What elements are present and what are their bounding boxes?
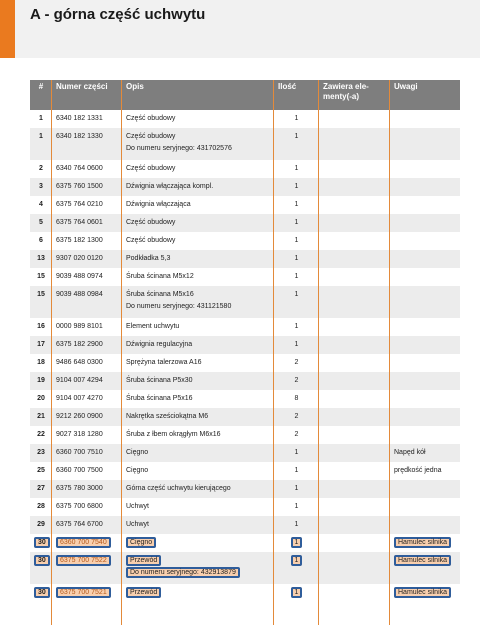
row-number-text: 20 [37,395,45,402]
quantity-text: 1 [294,323,299,330]
table-row [30,268,460,286]
part-number-cell [52,426,122,444]
row-number-text: 4 [39,201,43,208]
description-cell [122,110,274,128]
part-number-text: 6375 764 6700 [56,521,103,528]
notes-cell [390,426,460,444]
description-cell [122,160,274,178]
part-number-text: 9039 488 0974 [56,273,103,280]
notes-cell [390,318,460,336]
row-number-cell [30,552,52,584]
quantity-text: 1 [294,219,299,226]
table-body [30,110,460,602]
part-number-cell [52,178,122,196]
part-number-cell [52,354,122,372]
quantity-text: 1 [294,467,299,474]
notes-cell [390,408,460,426]
quantity-text: 1 [294,521,299,528]
description-cell [122,480,274,498]
description-text: Śruba ścinana M5x12 [126,273,194,280]
table-row [30,250,460,268]
notes-cell [390,390,460,408]
quantity-text: 1 [294,449,299,456]
notes-cell [390,178,460,196]
row-number-cell [30,534,52,552]
includes-cell [319,390,390,408]
part-number-cell [52,128,122,160]
quantity-cell [274,354,319,372]
quantity-cell [274,268,319,286]
row-number-cell [30,336,52,354]
row-number-text: 17 [37,341,45,348]
row-number-text: 22 [37,431,45,438]
row-number-cell [30,584,52,602]
quantity-cell [274,516,319,534]
quantity-text: 2 [294,359,299,366]
notes-text: Hamulec silnika [394,537,451,548]
description-cell [122,286,274,318]
row-number-text: 15 [37,273,45,280]
column-divider [51,80,52,625]
quantity-text: 2 [294,413,299,420]
quantity-text: 1 [294,201,299,208]
row-number-text: 23 [37,449,45,456]
description-cell [122,232,274,250]
table-row [30,110,460,128]
description-text: Podkładka 5,3 [126,255,171,262]
description-cell [122,372,274,390]
description-cell [122,498,274,516]
quantity-text: 1 [294,273,299,280]
includes-cell [319,552,390,584]
part-number-cell [52,444,122,462]
table-row [30,160,460,178]
part-number-cell [52,552,122,584]
row-number-text: 28 [37,503,45,510]
row-number-cell [30,268,52,286]
quantity-cell [274,286,319,318]
description-cell [122,214,274,232]
col-header-desc: Opis [126,82,144,91]
part-number-text: 6375 760 1500 [56,183,103,190]
row-number-cell [30,372,52,390]
part-number-cell [52,160,122,178]
quantity-cell [274,232,319,250]
row-number-text: 21 [37,413,45,420]
description-cell [122,444,274,462]
part-number-cell [52,462,122,480]
includes-cell [319,444,390,462]
serial-note-text: Do numeru seryjnego: 431121580 [126,303,232,310]
description-cell [122,268,274,286]
description-cell [122,462,274,480]
row-number-cell [30,110,52,128]
row-number-cell [30,516,52,534]
description-text: Sprężyna talerzowa A16 [126,359,202,366]
serial-note-text: Do numeru seryjnego: 432913879 [126,567,240,578]
includes-cell [319,160,390,178]
notes-cell [390,552,460,584]
part-number-text: 9027 318 1280 [56,431,103,438]
quantity-text: 1 [294,485,299,492]
row-number-cell [30,232,52,250]
row-number-text: 13 [37,255,45,262]
quantity-cell [274,196,319,214]
part-number-cell [52,232,122,250]
notes-cell [390,250,460,268]
includes-cell [319,318,390,336]
includes-cell [319,408,390,426]
includes-cell [319,196,390,214]
table-row [30,178,460,196]
quantity-cell [274,214,319,232]
description-text: Dźwignia włączająca kompl. [126,183,214,190]
table-row [30,336,460,354]
row-number-cell [30,444,52,462]
description-text: Uchwyt [126,521,149,528]
col-header-qty: Ilość [278,82,297,91]
column-divider [389,80,390,625]
col-header-includes: Zawiera ele-menty(-a) [323,82,369,101]
includes-cell [319,250,390,268]
description-cell [122,128,274,160]
includes-cell [319,232,390,250]
quantity-text: 8 [294,395,299,402]
quantity-text: 1 [294,291,299,298]
description-cell [122,534,274,552]
quantity-text: 1 [294,115,299,122]
quantity-text: 1 [294,133,299,140]
quantity-text: 1 [294,255,299,262]
part-number-text: 9039 488 0984 [56,291,103,298]
quantity-text: 1 [294,237,299,244]
quantity-cell [274,552,319,584]
part-number-cell [52,286,122,318]
row-number-cell [30,160,52,178]
table-row [30,372,460,390]
description-cell [122,250,274,268]
notes-cell [390,444,460,462]
includes-cell [319,480,390,498]
notes-text: Napęd kół [394,449,426,456]
description-text: Dźwignia włączająca [126,201,191,208]
quantity-text: 2 [294,377,299,384]
row-number-cell [30,196,52,214]
description-text: Uchwyt [126,503,149,510]
quantity-cell [274,160,319,178]
includes-cell [319,498,390,516]
table-row [30,552,460,584]
table-row [30,426,460,444]
description-text: Cięgno [126,449,149,456]
part-number-text: 6375 700 6800 [56,503,103,510]
table-row [30,196,460,214]
part-number-cell [52,196,122,214]
part-number-cell [52,480,122,498]
notes-cell [390,584,460,602]
notes-cell [390,336,460,354]
table-row [30,408,460,426]
column-divider [121,80,122,625]
part-number-text: 6375 780 3000 [56,485,103,492]
description-cell [122,354,274,372]
description-cell [122,318,274,336]
description-text: Część obudowy [126,115,176,122]
part-number-cell [52,408,122,426]
includes-cell [319,426,390,444]
quantity-text: 1 [294,503,299,510]
row-number-cell [30,480,52,498]
notes-cell [390,232,460,250]
description-text: Górna część uchwytu kierującego [126,485,231,492]
table-row [30,286,460,318]
notes-text: Hamulec silnika [394,587,451,598]
quantity-cell [274,534,319,552]
table-row [30,462,460,480]
description-cell [122,390,274,408]
part-number-cell [52,318,122,336]
quantity-text: 2 [294,431,299,438]
row-number-text: 2 [39,165,43,172]
notes-cell [390,214,460,232]
description-text: Część obudowy [126,219,176,226]
quantity-cell [274,408,319,426]
notes-text: Hamulec silnika [394,555,451,566]
notes-cell [390,462,460,480]
table-row [30,318,460,336]
part-number-text: 6360 700 7510 [56,449,103,456]
table-row [30,128,460,160]
description-text: Śruba ścinana M5x16 [126,291,194,298]
row-number-cell [30,426,52,444]
part-number-text: 9104 007 4294 [56,377,103,384]
notes-cell [390,372,460,390]
part-number-cell [52,110,122,128]
description-text: Śruba ścinana P5x16 [126,395,193,402]
notes-cell [390,498,460,516]
description-text: Śruba z łbem okrągłym M6x16 [126,431,221,438]
row-number-text: 19 [37,377,45,384]
includes-cell [319,354,390,372]
part-number-text: 6375 182 2900 [56,341,103,348]
quantity-cell [274,336,319,354]
description-text: Cięgno [126,467,149,474]
row-number-text: 3 [39,183,43,190]
quantity-cell [274,372,319,390]
description-text: Śruba ścinana P5x30 [126,377,193,384]
description-cell [122,178,274,196]
quantity-cell [274,462,319,480]
part-number-text: 6375 700 7522 [56,555,111,566]
description-text: Część obudowy [126,133,176,140]
row-number-cell [30,318,52,336]
row-number-cell [30,408,52,426]
row-number-cell [30,128,52,160]
includes-cell [319,286,390,318]
description-cell [122,408,274,426]
notes-cell [390,268,460,286]
description-text: Nakrętka sześciokątna M6 [126,413,209,420]
col-header-notes: Uwagi [394,82,418,91]
table-row [30,534,460,552]
quantity-text: 1 [294,183,299,190]
quantity-cell [274,426,319,444]
quantity-cell [274,128,319,160]
includes-cell [319,110,390,128]
table-row [30,444,460,462]
part-number-text: 6360 700 7500 [56,467,103,474]
part-number-cell [52,336,122,354]
notes-cell [390,480,460,498]
description-text: Cięgno [126,537,156,548]
description-cell [122,516,274,534]
includes-cell [319,268,390,286]
notes-cell [390,534,460,552]
notes-cell [390,354,460,372]
includes-cell [319,516,390,534]
column-divider [318,80,319,625]
part-number-text: 9486 648 0300 [56,359,103,366]
quantity-cell [274,444,319,462]
row-number-cell [30,390,52,408]
column-divider [273,80,274,625]
notes-cell [390,286,460,318]
part-number-cell [52,390,122,408]
table-row [30,354,460,372]
row-number-cell [30,462,52,480]
table-row [30,516,460,534]
row-number-text: 1 [39,133,43,140]
header-accent [0,0,15,58]
quantity-text: 1 [291,587,303,598]
part-number-cell [52,584,122,602]
description-text: Przewód [126,555,161,566]
description-cell [122,426,274,444]
row-number-text: 30 [34,555,50,566]
quantity-text: 1 [294,165,299,172]
row-number-text: 6 [39,237,43,244]
part-number-text: 6375 764 0601 [56,219,103,226]
quantity-cell [274,110,319,128]
row-number-text: 30 [34,537,50,548]
part-number-cell [52,214,122,232]
notes-cell [390,196,460,214]
description-text: Część obudowy [126,237,176,244]
quantity-cell [274,178,319,196]
includes-cell [319,336,390,354]
description-cell [122,196,274,214]
row-number-text: 5 [39,219,43,226]
serial-note-text: Do numeru seryjnego: 431702576 [126,145,232,152]
table-row [30,232,460,250]
parts-table [30,80,460,602]
quantity-cell [274,498,319,516]
includes-cell [319,372,390,390]
quantity-text: 1 [291,537,303,548]
part-number-text: 9307 020 0120 [56,255,103,262]
part-number-text: 9212 260 0900 [56,413,103,420]
description-text: Część obudowy [126,165,176,172]
quantity-text: 1 [291,555,303,566]
description-cell [122,584,274,602]
part-number-cell [52,534,122,552]
part-number-text: 9104 007 4270 [56,395,103,402]
part-number-cell [52,372,122,390]
part-number-text: 6375 700 7521 [56,587,111,598]
table-row [30,498,460,516]
row-number-text: 16 [37,323,45,330]
quantity-cell [274,250,319,268]
includes-cell [319,584,390,602]
table-row [30,584,460,602]
row-number-text: 30 [34,587,50,598]
row-number-text: 27 [37,485,45,492]
quantity-cell [274,584,319,602]
page-title: A - górna część uchwytu [30,6,206,23]
description-cell [122,336,274,354]
row-number-cell [30,286,52,318]
includes-cell [319,534,390,552]
quantity-cell [274,318,319,336]
includes-cell [319,214,390,232]
part-number-cell [52,516,122,534]
includes-cell [319,128,390,160]
row-number-cell [30,354,52,372]
notes-cell [390,516,460,534]
notes-cell [390,110,460,128]
includes-cell [319,462,390,480]
table-row [30,214,460,232]
notes-cell [390,160,460,178]
description-text: Element uchwytu [126,323,180,330]
table-row [30,390,460,408]
col-header-part: Numer części [56,82,108,91]
row-number-text: 29 [37,521,45,528]
col-header-num: # [38,82,44,91]
description-cell [122,552,274,584]
part-number-cell [52,268,122,286]
part-number-text: 6375 764 0210 [56,201,103,208]
row-number-text: 25 [37,467,45,474]
quantity-cell [274,390,319,408]
includes-cell [319,178,390,196]
description-text: Przewód [126,587,161,598]
description-text: Dźwignia regulacyjna [126,341,193,348]
row-number-cell [30,498,52,516]
part-number-text: 6375 182 1300 [56,237,103,244]
row-number-cell [30,250,52,268]
row-number-cell [30,178,52,196]
row-number-text: 18 [37,359,45,366]
notes-text: prędkość jedna [394,467,442,474]
part-number-text: 6360 700 7540 [56,537,111,548]
quantity-text: 1 [294,341,299,348]
part-number-text: 6340 182 1331 [56,115,103,122]
part-number-cell [52,498,122,516]
part-number-cell [52,250,122,268]
table-header [30,80,460,110]
part-number-text: 6340 182 1330 [56,133,103,140]
row-number-cell [30,214,52,232]
quantity-cell [274,480,319,498]
notes-cell [390,128,460,160]
row-number-text: 1 [39,115,43,122]
row-number-text: 15 [37,291,45,298]
part-number-text: 6340 764 0600 [56,165,103,172]
table-row [30,480,460,498]
part-number-text: 0000 989 8101 [56,323,103,330]
